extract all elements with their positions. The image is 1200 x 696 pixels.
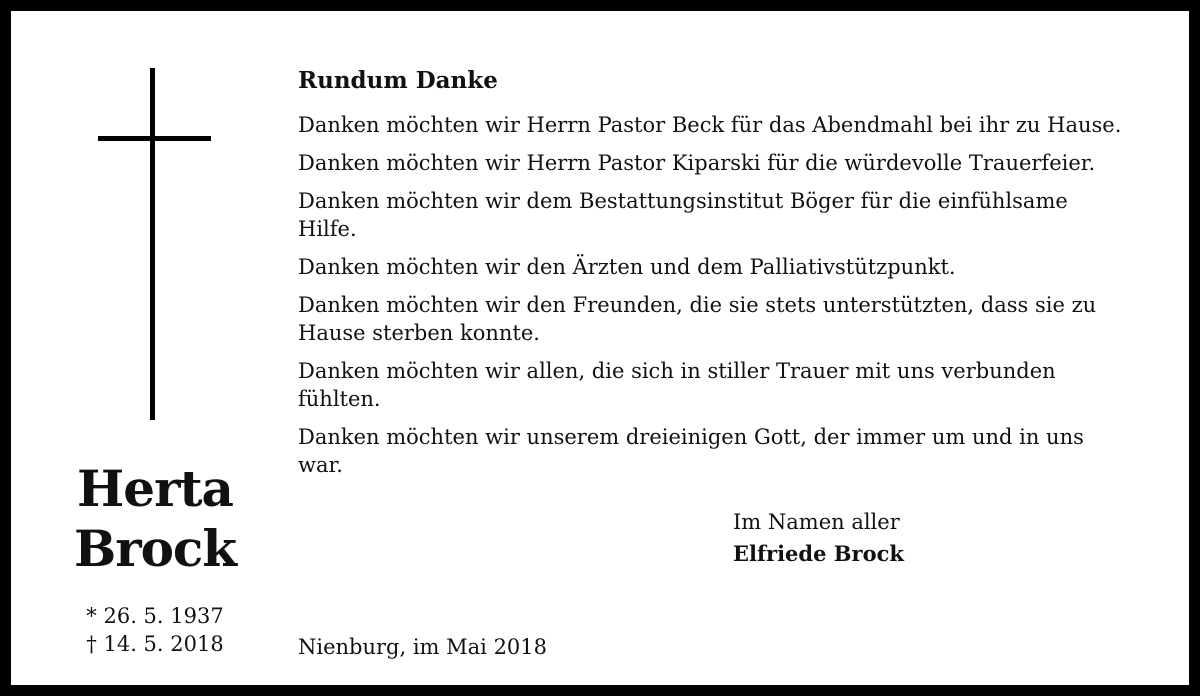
thanks-item: Danken möchten wir den Ärzten und dem Palliativstützpunkt.	[298, 255, 956, 279]
thanks-item: Danken möchten wir dem Bestattungsinstitut Böger für die einfühlsame Hilfe.	[298, 189, 1068, 241]
deceased-name	[41, 459, 269, 579]
life-dates	[41, 602, 269, 658]
cross-horizontal-bar	[98, 136, 211, 141]
thanks-item: Danken möchten wir unserem dreieinigen Gott, der immer um und in uns war.	[298, 425, 1084, 477]
notice-heading: Rundum Danke	[298, 67, 498, 94]
thanks-item: Danken möchten wir Herrn Pastor Kiparski für die würdevolle Trauerfeier.	[298, 151, 1096, 175]
thanks-section	[298, 63, 1178, 489]
place-date: Nienburg, im Mai 2018	[298, 635, 548, 659]
deceased-last-name: Brock	[73, 519, 237, 578]
thanks-list	[298, 111, 1178, 479]
cross-vertical-bar	[150, 68, 155, 420]
birth-date: * 26. 5. 1937	[86, 604, 224, 628]
signature-name: Elfriede Brock	[733, 541, 904, 566]
thanks-item: Danken möchten wir den Freunden, die sie stets unterstützten, dass sie zu Hause sterben konnte.	[298, 293, 1097, 345]
thanks-item: Danken möchten wir allen, die sich in stiller Trauer mit uns verbunden fühlten.	[298, 359, 1056, 411]
thanks-item: Danken möchten wir Herrn Pastor Beck für das Abendmahl bei ihr zu Hause.	[298, 113, 1122, 137]
signature-block	[733, 506, 904, 570]
death-date: † 14. 5. 2018	[86, 632, 224, 656]
signature-intro: Im Namen aller	[733, 510, 900, 534]
deceased-first-name: Herta	[77, 459, 233, 518]
